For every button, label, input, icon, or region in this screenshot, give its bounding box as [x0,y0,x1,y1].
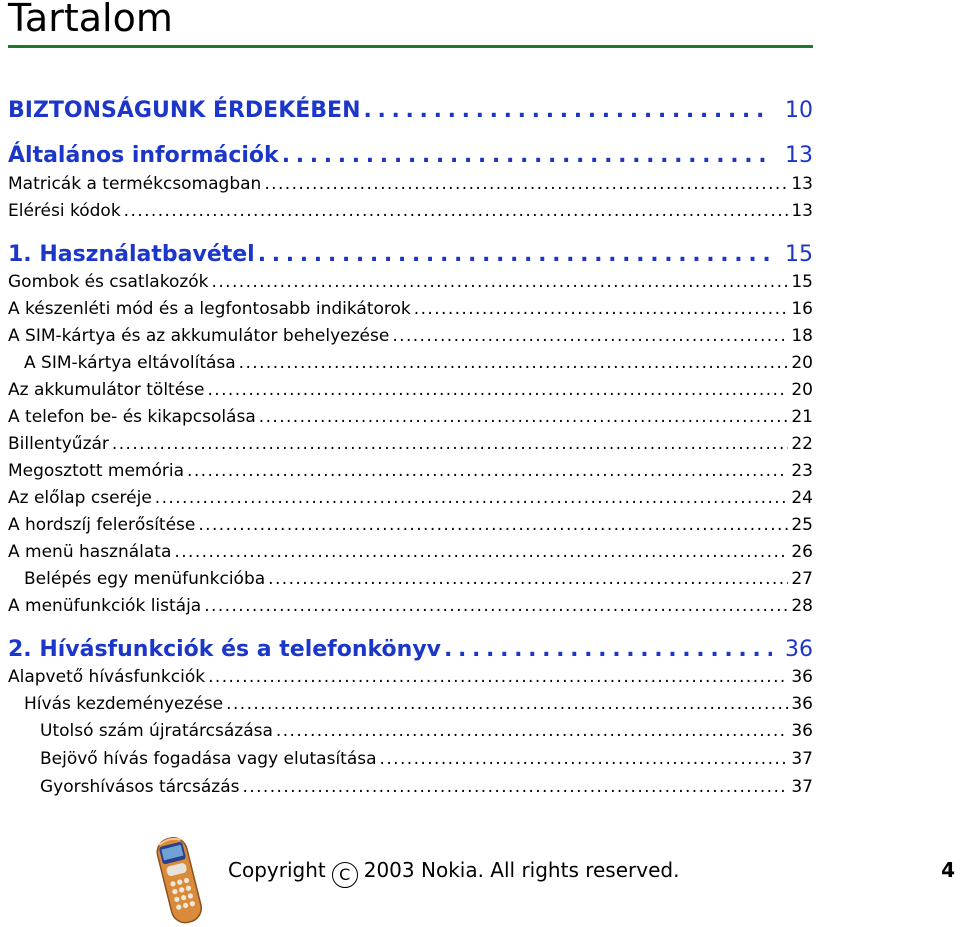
toc-leader-dots [204,593,788,619]
toc-entry[interactable] [8,718,813,744]
toc-entry[interactable] [8,404,813,430]
toc-section-heading[interactable] [8,635,813,665]
copyright-notice [228,855,679,888]
toc-entry[interactable] [8,198,813,224]
toc-entry-title: Belépés egy menüfunkcióba [24,569,266,589]
toc-page-number: 37 [791,777,813,797]
toc-leader-dots [212,269,789,295]
toc-entry-title: A hordszíj felerősítése [8,515,196,535]
toc-entry[interactable] [8,512,813,538]
toc-entry-title: Hívás kezdeményezése [24,694,224,714]
toc-entry-title: Megosztott memória [8,461,185,481]
toc-page-number: 15 [785,242,813,267]
toc-entry-title: Alapvető hívásfunkciók [8,667,206,687]
toc-page-number: 36 [791,694,813,714]
toc-page-number: 26 [791,542,813,562]
toc-page-number: 36 [791,721,813,741]
toc-leader-dots [226,691,788,717]
toc-entry-title: Utolsó szám újratárcsázása [40,721,273,741]
page-title: Tartalom [8,0,173,40]
toc-leader-dots [155,485,789,511]
toc-entry[interactable] [8,269,813,295]
toc-leader-dots [276,718,788,744]
toc-entry-title: A készenléti mód és a legfontosabb indikátorok [8,299,411,319]
toc-page-number: 21 [791,407,813,427]
toc-leader-dots [268,566,788,592]
toc-leader-dots [414,296,789,322]
toc-entry-title: Általános információk [8,143,279,168]
toc-leader-dots [208,664,788,690]
toc-leader-dots [380,746,789,772]
toc-entry-title: Az akkumulátor töltése [8,380,205,400]
toc-entry[interactable] [8,485,813,511]
toc-leader-dots [207,377,788,403]
toc-entry[interactable] [8,377,813,403]
toc-entry-title: A menüfunkciók listája [8,596,202,616]
toc-page-number: 23 [791,461,813,481]
toc-leader-dots [198,512,788,538]
toc-leader-dots [259,404,789,430]
toc-leader-dots [187,458,788,484]
toc-entry[interactable] [8,539,813,565]
toc-entry[interactable] [8,296,813,322]
toc-page-number: 36 [791,667,813,687]
toc-page-number: 16 [791,299,813,319]
copyright-suffix: 2003 Nokia. All rights reserved. [363,858,680,882]
title-divider [8,45,813,48]
toc-entry-title: A SIM-kártya és az akkumulátor behelyezése [8,326,390,346]
toc-section-heading[interactable] [8,240,813,270]
toc-entry[interactable] [8,323,813,349]
toc-entry-title: Elérési kódok [8,201,121,221]
toc-leader-dots [243,774,789,800]
toc-leader-dots [239,350,789,376]
toc-leader-dots [258,240,772,270]
toc-entry-title: Matricák a termékcsomagban [8,174,262,194]
toc-entry[interactable] [8,774,813,800]
copyright-symbol-icon: C [332,862,358,888]
toc-page-number: 37 [791,749,813,769]
toc-entry-title: Gyorshívásos tárcsázás [40,777,240,797]
toc-section-heading[interactable] [8,141,813,171]
toc-entry[interactable] [8,431,813,457]
toc-page-number: 13 [791,174,813,194]
toc-entry[interactable] [8,691,813,717]
toc-entry-title: Bejövő hívás fogadása vagy elutasítása [40,749,377,769]
toc-leader-dots [112,431,788,457]
toc-entry-title: Az előlap cseréje [8,488,152,508]
toc-leader-dots [264,171,788,197]
toc-leader-dots [444,635,772,665]
toc-entry[interactable] [8,746,813,772]
toc-page-number: 25 [791,515,813,535]
toc-page-number: 15 [791,272,813,292]
toc-entry-title: BIZTONSÁGUNK ÉRDEKÉBEN [8,98,361,123]
toc-page-number: 22 [791,434,813,454]
toc-entry[interactable] [8,171,813,197]
toc-entry[interactable] [8,458,813,484]
toc-entry-title: 2. Hívásfunkciók és a telefonkönyv [8,637,441,662]
toc-entry-title: 1. Használatbavétel [8,242,255,267]
toc-page-number: 24 [791,488,813,508]
toc-page-number: 18 [791,326,813,346]
toc-leader-dots [392,323,788,349]
toc-entry-title: A SIM-kártya eltávolítása [24,353,236,373]
toc-entry[interactable] [8,593,813,619]
copyright-prefix: Copyright [228,858,326,882]
toc-leader-dots [282,141,772,171]
toc-entry-title: Billentyűzár [8,434,109,454]
toc-section-heading[interactable] [8,96,813,126]
toc-entry-title: A telefon be- és kikapcsolása [8,407,256,427]
toc-entry-title: Gombok és csatlakozók [8,272,209,292]
page-number: 4 [941,858,955,882]
nokia-phone-icon [148,833,212,925]
toc-page-number: 10 [785,98,813,123]
toc-entry[interactable] [8,664,813,690]
toc-page-number: 20 [791,353,813,373]
toc-leader-dots [174,539,788,565]
toc-page-number: 27 [791,569,813,589]
toc-page-number: 20 [791,380,813,400]
toc-leader-dots [363,96,772,126]
toc-page-number: 13 [791,201,813,221]
toc-page-number: 28 [791,596,813,616]
toc-page-number: 36 [785,637,813,662]
toc-entry[interactable] [8,350,813,376]
toc-entry-title: A menü használata [8,542,172,562]
toc-leader-dots [124,198,789,224]
toc-entry[interactable] [8,566,813,592]
toc-page-number: 13 [785,143,813,168]
